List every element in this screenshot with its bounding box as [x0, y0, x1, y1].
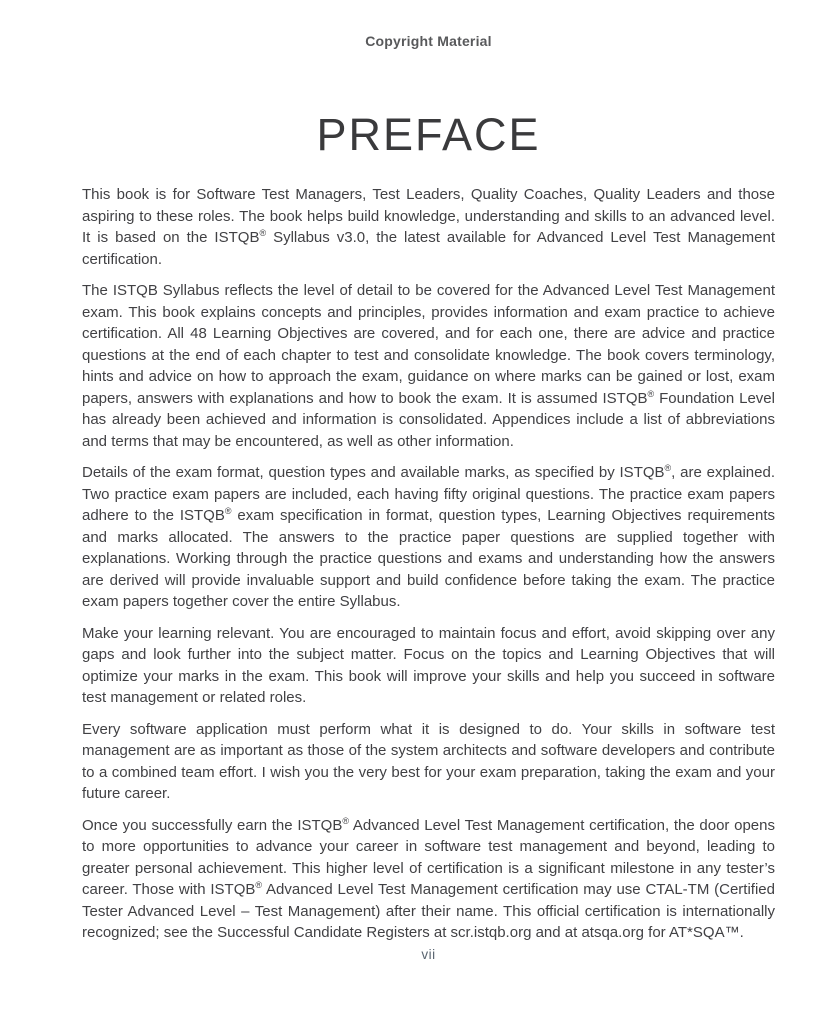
- page-title: PREFACE: [316, 109, 541, 160]
- preface-paragraph-6: Once you successfully earn the ISTQB® Advanced Level Test Management certification, the door opens to more opportunities to advance your career in software test management and beyond, leading to greater personal achievement. This higher level of certification is a significant milestone in any tester’s career. Those with ISTQB® Advanced Level Test Management certification may use CTAL-TM (Certified Tester Advanced Level – Test Management) after their name. This official certification is internationally recognized; see the Successful Candidate Registers at scr.istqb.org and at atsqa.org for AT*SQA™.: [82, 815, 775, 941]
- preface-paragraph-2: The ISTQB Syllabus reflects the level of detail to be covered for the Advanced Level Test Management exam. This book explains concepts and principles, provides information and exam practice to achieve certification. All 48 Learning Objectives are covered, and for each one, there are advice and practice questions at the end of each chapter to test and consolidate knowledge. The book covers terminology, hints and advice on how to approach the exam, guidance on where marks can be gained or lost, exam papers, answers with explanations and how to book the exam. It is assumed ISTQB® Foundation Level has already been achieved and information is consolidated. Appendices include a list of abbreviations and terms that may be encountered, as well as other information.: [82, 282, 775, 450]
- preface-body: [82, 184, 775, 944]
- preface-paragraph-1: This book is for Software Test Managers, Test Leaders, Quality Coaches, Quality Leaders and those aspiring to these roles. The book helps build knowledge, understanding and skills to an advanced level. It is based on the ISTQB® Syllabus v3.0, the latest available for Advanced Level Test Management certification.: [82, 186, 775, 268]
- preface-paragraph-3: Details of the exam format, question types and available marks, as specified by ISTQB®, are explained. Two practice exam papers are included, each having fifty original questions. The practice exam papers adhere to the ISTQB® exam specification in format, question types, Learning Objectives requirements and marks allocated. The answers to the practice paper questions are supplied together with explanations. Working through the practice questions and exams and understanding how the answers are derived will provide invaluable support and build confidence before taking the exam. The practice exam papers together cover the entire Syllabus.: [82, 463, 776, 610]
- preface-paragraph-5: Every software application must perform what it is designed to do. Your skills in software test management are as important as those of the system architects and software developers and contribute to a combined team effort. I wish you the very best for your exam preparation, taking the exam and your future career.: [82, 720, 775, 802]
- page-number: vii: [421, 947, 436, 962]
- page-content: [82, 0, 775, 954]
- preface-paragraph-4: Make your learning relevant. You are encouraged to maintain focus and effort, avoid skipping over any gaps and look further into the subject matter. Focus on the topics and Learning Objectives that will optimize your marks in the exam. This book will improve your skills and help you succeed in software test management or related roles.: [82, 624, 775, 706]
- copyright-notice: Copyright Material: [365, 33, 492, 49]
